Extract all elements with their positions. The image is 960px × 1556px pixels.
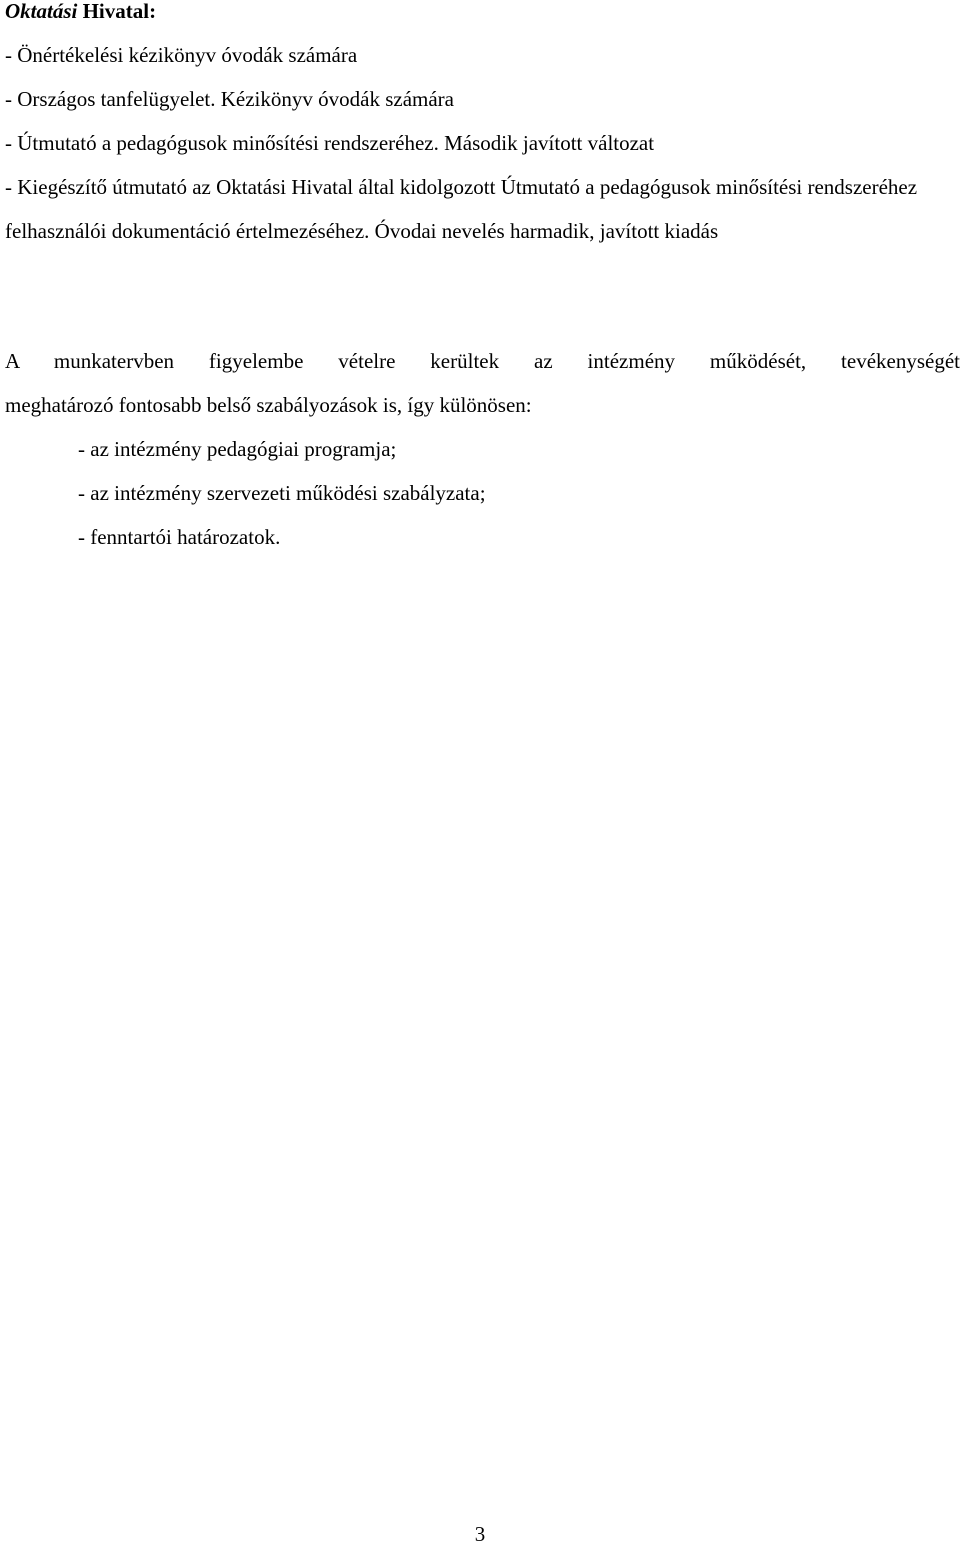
- reference-item: - Útmutató a pedagógusok minősítési rendszeréhez. Második javított változat: [5, 131, 655, 155]
- reference-item: - Kiegészítő útmutató az Oktatási Hivatal által kidolgozott Útmutató a pedagógusok minősítési rendszeréhez felhasználói dokumentáció értelmezéséhez. Óvodai nevelés harmadik, javított kiadás: [5, 175, 918, 243]
- heading-regular-part: Hivatal:: [77, 0, 157, 23]
- section-heading: [5, 0, 960, 33]
- paragraph-line: A munkatervben figyelembe vételre kerültek az intézmény működését, tevékenységét: [5, 349, 960, 373]
- body-paragraph: [5, 339, 960, 427]
- references-section: [5, 0, 960, 253]
- page-number: 3: [474, 1522, 486, 1546]
- reference-item: - Önértékelési kézikönyv óvodák számára: [5, 43, 358, 67]
- body-section: [5, 339, 960, 559]
- paragraph-line: meghatározó fontosabb belső szabályozások is, így különösen:: [5, 393, 532, 417]
- list-item: - az intézmény szervezeti működési szabályzata;: [78, 481, 486, 505]
- heading-italic-part: Oktatási: [5, 0, 78, 23]
- list-item: - fenntartói határozatok.: [78, 525, 281, 549]
- regulation-list: [5, 427, 960, 559]
- reference-item: - Országos tanfelügyelet. Kézikönyv óvodák számára: [5, 87, 454, 111]
- list-item: - az intézmény pedagógiai programja;: [78, 437, 397, 461]
